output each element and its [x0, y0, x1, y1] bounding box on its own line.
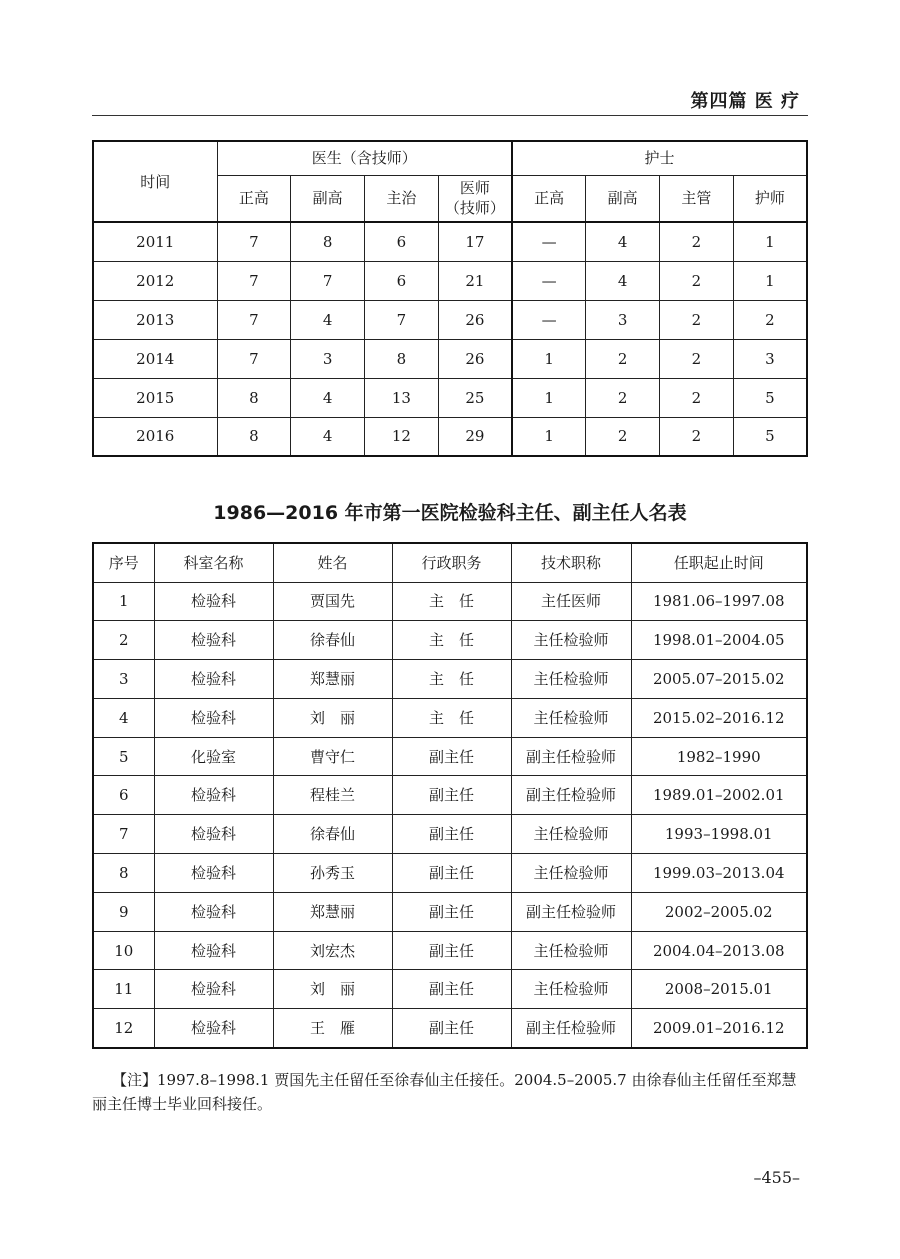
year-cell: 2012 — [93, 261, 217, 300]
column-header: 行政职务 — [392, 543, 511, 582]
table-cell: 副主任检验师 — [511, 1009, 631, 1048]
table-cell: 2009.01–2016.12 — [631, 1009, 807, 1048]
table-cell: 检验科 — [154, 776, 273, 815]
table-cell: 副主任 — [392, 1009, 511, 1048]
table-cell: 郑慧丽 — [273, 892, 392, 931]
table-cell: 主 任 — [392, 621, 511, 660]
table-cell: 曹守仁 — [273, 737, 392, 776]
count-cell: 1 — [733, 261, 807, 300]
nurse-col-header: 主管 — [660, 175, 734, 222]
staff-count-table — [92, 140, 808, 457]
count-cell: 1 — [733, 222, 807, 261]
count-cell: 2 — [586, 378, 660, 417]
table-row — [93, 339, 807, 378]
table-cell: 1 — [93, 582, 154, 621]
table-row — [93, 776, 807, 815]
count-cell: 2 — [660, 339, 734, 378]
table-cell: 副主任 — [392, 815, 511, 854]
director-list-table — [92, 542, 808, 1049]
count-cell: — — [512, 300, 586, 339]
table-cell: 主任检验师 — [511, 854, 631, 893]
table-cell: 10 — [93, 931, 154, 970]
count-cell: 2 — [586, 417, 660, 456]
table-row — [93, 660, 807, 699]
table-cell: 主任检验师 — [511, 931, 631, 970]
section-title: 第四篇 医 疗 — [690, 91, 800, 112]
table-cell: 检验科 — [154, 892, 273, 931]
table-cell: 副主任检验师 — [511, 737, 631, 776]
count-cell: 13 — [365, 378, 439, 417]
column-header: 技术职称 — [511, 543, 631, 582]
count-cell: 5 — [733, 417, 807, 456]
count-cell: 21 — [438, 261, 512, 300]
table-row — [93, 378, 807, 417]
table-cell: 郑慧丽 — [273, 660, 392, 699]
count-cell: 4 — [291, 300, 365, 339]
table-cell: 副主任 — [392, 776, 511, 815]
page-header — [92, 84, 808, 114]
table-row — [93, 854, 807, 893]
table-cell: 王 雁 — [273, 1009, 392, 1048]
count-cell: 2 — [660, 300, 734, 339]
table-cell: 2002–2005.02 — [631, 892, 807, 931]
count-cell: 8 — [217, 417, 291, 456]
table-cell: 2005.07–2015.02 — [631, 660, 807, 699]
table-cell: 6 — [93, 776, 154, 815]
table-cell: 11 — [93, 970, 154, 1009]
page-number: –455– — [753, 1168, 800, 1187]
table-cell: 徐春仙 — [273, 621, 392, 660]
count-cell: 7 — [217, 222, 291, 261]
count-cell: 6 — [365, 222, 439, 261]
table-row — [93, 300, 807, 339]
count-cell: 6 — [365, 261, 439, 300]
column-header: 序号 — [93, 543, 154, 582]
table-cell: 2004.04–2013.08 — [631, 931, 807, 970]
nurse-col-header: 副高 — [586, 175, 660, 222]
table-cell: 检验科 — [154, 931, 273, 970]
table-cell: 5 — [93, 737, 154, 776]
table-cell: 程桂兰 — [273, 776, 392, 815]
column-header: 姓名 — [273, 543, 392, 582]
count-cell: 2 — [660, 261, 734, 300]
count-cell: 2 — [733, 300, 807, 339]
table-cell: 4 — [93, 698, 154, 737]
table-cell: 1981.06–1997.08 — [631, 582, 807, 621]
count-cell: 7 — [365, 300, 439, 339]
table-cell: 孙秀玉 — [273, 854, 392, 893]
table-cell: 副主任检验师 — [511, 776, 631, 815]
table-cell: 2 — [93, 621, 154, 660]
doctor-col-header: 正高 — [217, 175, 291, 222]
count-cell: 4 — [291, 378, 365, 417]
year-cell: 2013 — [93, 300, 217, 339]
doctor-col-header: 副高 — [291, 175, 365, 222]
table-cell: 检验科 — [154, 660, 273, 699]
count-cell: 8 — [365, 339, 439, 378]
table-cell: 1999.03–2013.04 — [631, 854, 807, 893]
table-row — [93, 892, 807, 931]
table-cell: 1998.01–2004.05 — [631, 621, 807, 660]
table-cell: 检验科 — [154, 582, 273, 621]
count-cell: 1 — [512, 339, 586, 378]
table-cell: 主 任 — [392, 660, 511, 699]
count-cell: 7 — [217, 339, 291, 378]
table-row — [93, 815, 807, 854]
doctor-group-header: 医生（含技师） — [217, 141, 512, 175]
count-cell: 8 — [217, 378, 291, 417]
nurse-col-header: 正高 — [512, 175, 586, 222]
table-cell: 刘 丽 — [273, 970, 392, 1009]
table-row — [93, 417, 807, 456]
table-cell: 贾国先 — [273, 582, 392, 621]
table-cell: 徐春仙 — [273, 815, 392, 854]
table-cell: 主 任 — [392, 582, 511, 621]
column-header: 科室名称 — [154, 543, 273, 582]
count-cell: — — [512, 261, 586, 300]
table-cell: 主任医师 — [511, 582, 631, 621]
table-cell: 检验科 — [154, 1009, 273, 1048]
table-cell: 检验科 — [154, 815, 273, 854]
table-cell: 主 任 — [392, 698, 511, 737]
header-rule — [92, 115, 808, 116]
table-cell: 主任检验师 — [511, 621, 631, 660]
table-cell: 刘宏杰 — [273, 931, 392, 970]
table-row — [93, 737, 807, 776]
nurse-col-header: 护师 — [733, 175, 807, 222]
table-cell: 刘 丽 — [273, 698, 392, 737]
table-cell: 检验科 — [154, 621, 273, 660]
table-cell: 2015.02–2016.12 — [631, 698, 807, 737]
table-cell: 检验科 — [154, 854, 273, 893]
count-cell: 7 — [217, 300, 291, 339]
table-cell: 检验科 — [154, 970, 273, 1009]
table-cell: 1989.01–2002.01 — [631, 776, 807, 815]
table-cell: 主任检验师 — [511, 698, 631, 737]
nurse-group-header: 护士 — [512, 141, 807, 175]
year-cell: 2014 — [93, 339, 217, 378]
count-cell: 12 — [365, 417, 439, 456]
count-cell: 7 — [291, 261, 365, 300]
table-row — [93, 261, 807, 300]
table-cell: 9 — [93, 892, 154, 931]
table-row — [93, 222, 807, 261]
time-header: 时间 — [93, 141, 217, 222]
count-cell: 4 — [291, 417, 365, 456]
table-row — [93, 621, 807, 660]
count-cell: 26 — [438, 300, 512, 339]
table-row — [93, 931, 807, 970]
table-row — [93, 970, 807, 1009]
count-cell: 2 — [586, 339, 660, 378]
table-cell: 1982–1990 — [631, 737, 807, 776]
column-header: 任职起止时间 — [631, 543, 807, 582]
count-cell: 26 — [438, 339, 512, 378]
table-cell: 副主任 — [392, 737, 511, 776]
table2-caption: 1986—2016 年市第一医院检验科主任、副主任人名表 — [213, 502, 687, 524]
count-cell: 1 — [512, 417, 586, 456]
table-cell: 主任检验师 — [511, 660, 631, 699]
table-row — [93, 698, 807, 737]
table-cell: 主任检验师 — [511, 970, 631, 1009]
table-cell: 7 — [93, 815, 154, 854]
table-cell: 检验科 — [154, 698, 273, 737]
count-cell: 4 — [586, 222, 660, 261]
count-cell: 4 — [586, 261, 660, 300]
table-cell: 12 — [93, 1009, 154, 1048]
table-cell: 副主任 — [392, 854, 511, 893]
count-cell: 2 — [660, 222, 734, 261]
count-cell: 7 — [217, 261, 291, 300]
count-cell: 25 — [438, 378, 512, 417]
count-cell: 17 — [438, 222, 512, 261]
doctor-col-header: 主治 — [365, 175, 439, 222]
count-cell: 29 — [438, 417, 512, 456]
table-cell: 副主任检验师 — [511, 892, 631, 931]
table-row — [93, 1009, 807, 1048]
count-cell: 2 — [660, 378, 734, 417]
count-cell: 5 — [733, 378, 807, 417]
count-cell: 3 — [733, 339, 807, 378]
count-cell: 1 — [512, 378, 586, 417]
table-cell: 主任检验师 — [511, 815, 631, 854]
table-cell: 副主任 — [392, 892, 511, 931]
year-cell: 2016 — [93, 417, 217, 456]
table-cell: 副主任 — [392, 970, 511, 1009]
table-cell: 副主任 — [392, 931, 511, 970]
doctor-col-header: 医师 （技师） — [438, 175, 512, 222]
table-row — [93, 582, 807, 621]
count-cell: 2 — [660, 417, 734, 456]
table-cell: 2008–2015.01 — [631, 970, 807, 1009]
table-cell: 8 — [93, 854, 154, 893]
count-cell: 3 — [291, 339, 365, 378]
table-cell: 3 — [93, 660, 154, 699]
footnote: 【注】1997.8–1998.1 贾国先主任留任至徐春仙主任接任。2004.5–2005.7 由徐春仙主任留任至郑慧丽主任博士毕业回科接任。 — [92, 1071, 797, 1113]
year-cell: 2011 — [93, 222, 217, 261]
count-cell: 3 — [586, 300, 660, 339]
table-cell: 化验室 — [154, 737, 273, 776]
count-cell: 8 — [291, 222, 365, 261]
count-cell: — — [512, 222, 586, 261]
year-cell: 2015 — [93, 378, 217, 417]
table-cell: 1993–1998.01 — [631, 815, 807, 854]
